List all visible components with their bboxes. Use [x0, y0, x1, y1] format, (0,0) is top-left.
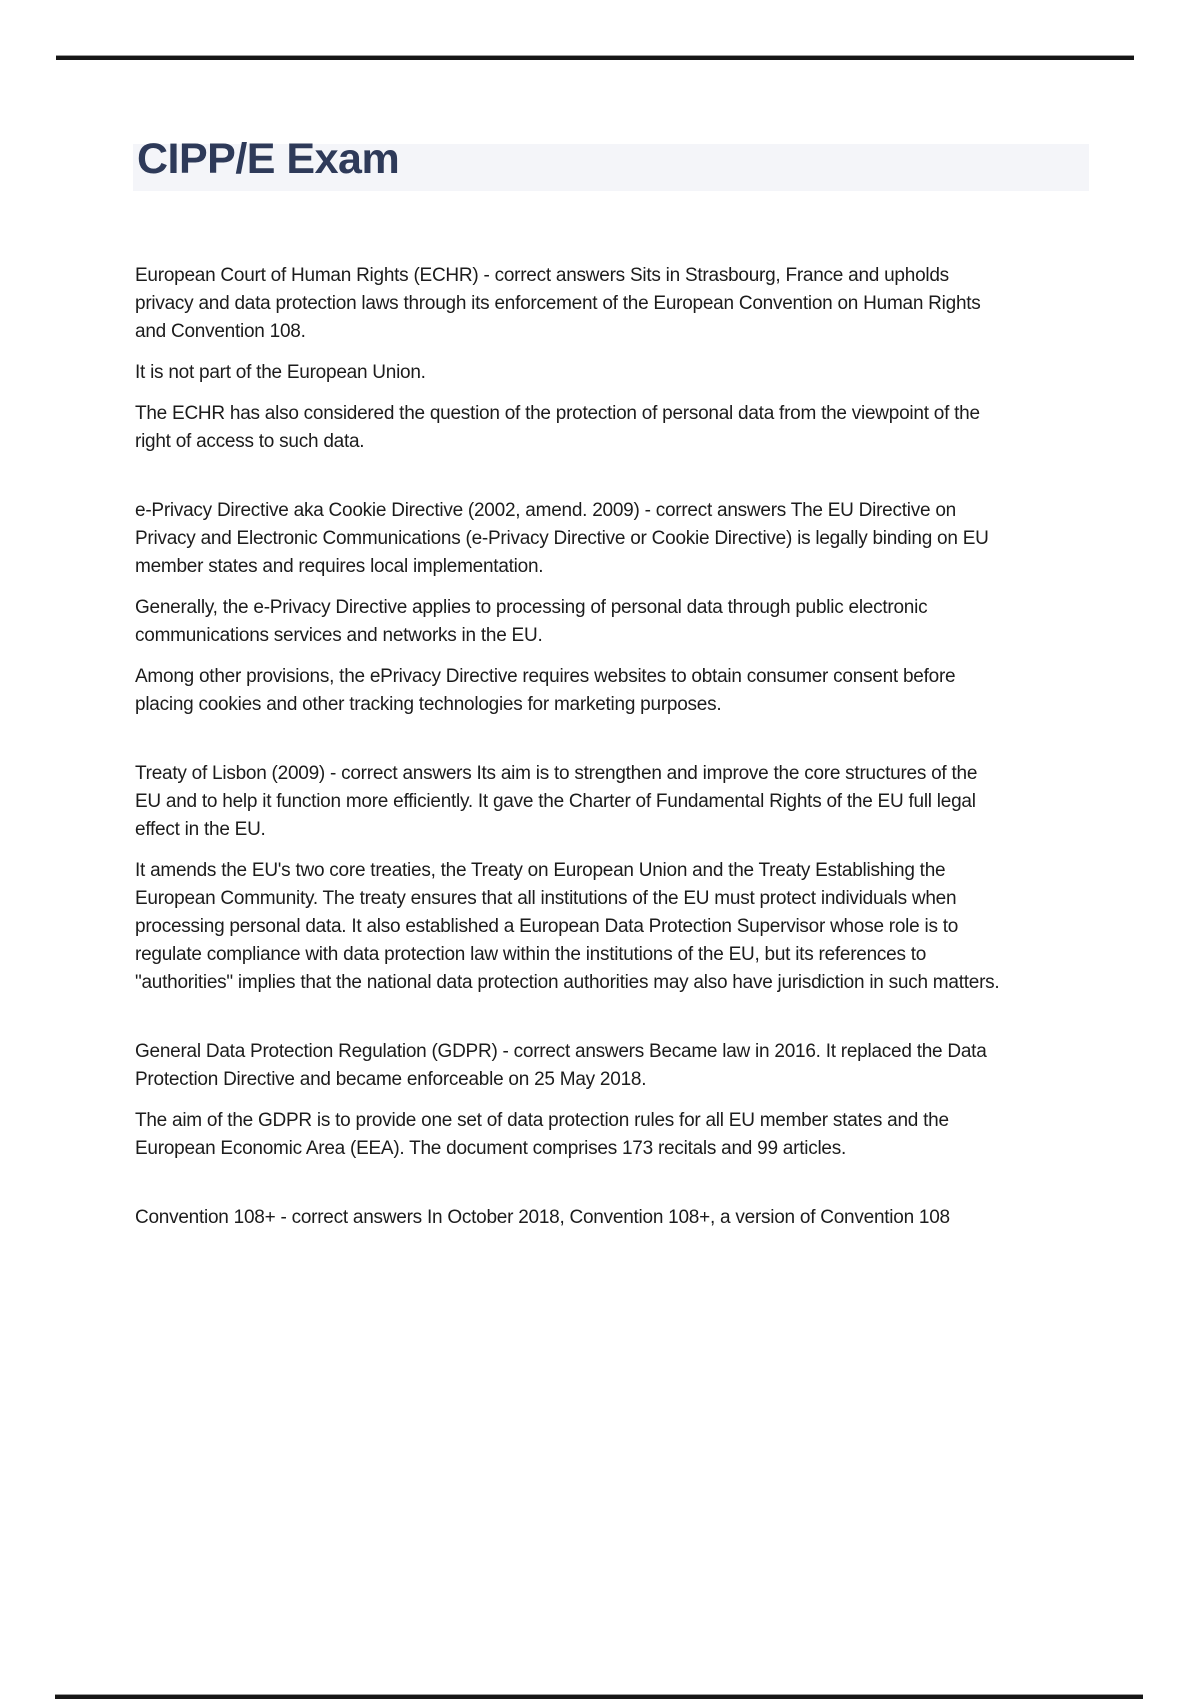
- document-paragraph: Generally, the e-Privacy Directive applies to processing of personal data through public electronic communications services and networks in the EU.: [135, 597, 928, 646]
- term-section-echr: [135, 262, 1007, 456]
- top-horizontal-rule: [56, 55, 1134, 60]
- term-section-eprivacy-directive: [135, 497, 1007, 719]
- document-paragraph: The ECHR has also considered the question of the protection of personal data from the viewpoint of the right of access to such data.: [135, 403, 980, 452]
- document-paragraph: Treaty of Lisbon (2009) - correct answers Its aim is to strengthen and improve the core structures of the EU and to help it function more efficiently. It gave the Charter of Fundamental Rights of the EU full legal effect in the EU.: [135, 763, 978, 840]
- term-section-convention-108plus: [135, 1204, 1007, 1232]
- term-section-treaty-of-lisbon: [135, 760, 1007, 997]
- bottom-horizontal-rule: [55, 1694, 1143, 1699]
- term-section-gdpr: [135, 1038, 1007, 1163]
- page-title: CIPP/E Exam: [137, 135, 400, 183]
- document-paragraph: e-Privacy Directive aka Cookie Directive (2002, amend. 2009) - correct answers The EU Directive on Privacy and Electronic Communications (e-Privacy Directive or Cookie Directive) is legally binding on EU member states and requires local implementation.: [135, 500, 989, 577]
- title-highlight-bar: [133, 135, 1089, 191]
- document-paragraph: It amends the EU's two core treaties, the Treaty on European Union and the Treaty Establishing the European Community. The treaty ensures that all institutions of the EU must protect individuals when processing personal data. It also established a European Data Protection Supervisor whose role is to regulate compliance with data protection law within the institutions of the EU, but its references to "authorities" implies that the national data protection authorities may also have jurisdiction in such matters.: [135, 860, 1000, 993]
- document-paragraph: European Court of Human Rights (ECHR) - correct answers Sits in Strasbourg, France and upholds privacy and data protection laws through its enforcement of the European Convention on Human Rights and Convention 108.: [135, 265, 981, 342]
- document-body: [135, 262, 1007, 1232]
- document-paragraph: The aim of the GDPR is to provide one set of data protection rules for all EU member states and the European Economic Area (EEA). The document comprises 173 recitals and 99 articles.: [135, 1110, 949, 1159]
- document-paragraph: Convention 108+ - correct answers In October 2018, Convention 108+, a version of Convention 108: [135, 1207, 950, 1228]
- document-paragraph: It is not part of the European Union.: [135, 362, 426, 383]
- document-paragraph: Among other provisions, the ePrivacy Directive requires websites to obtain consumer consent before placing cookies and other tracking technologies for marketing purposes.: [135, 666, 956, 715]
- document-paragraph: General Data Protection Regulation (GDPR) - correct answers Became law in 2016. It replaced the Data Protection Directive and became enforceable on 25 May 2018.: [135, 1041, 987, 1090]
